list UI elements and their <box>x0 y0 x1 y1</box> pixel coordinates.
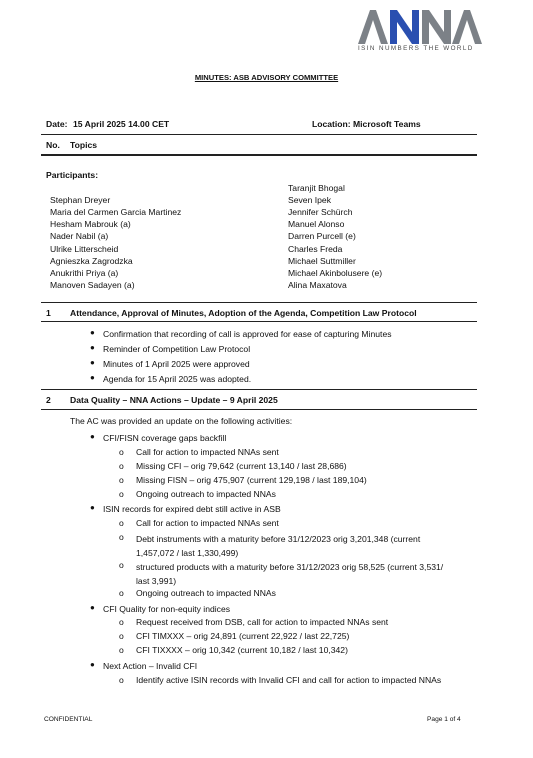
circle-bullet-icon: o <box>119 532 124 542</box>
participant-left: Nader Nabil (a) <box>50 231 109 241</box>
circle-bullet-icon: o <box>119 489 124 499</box>
sub-list-item: Call for action to impacted NNAs sent <box>136 518 279 528</box>
sub-list-item: Identify active ISIN records with Invalid CFI and call for action to impacted NNAs <box>136 675 442 685</box>
divider <box>41 134 477 135</box>
circle-bullet-icon: o <box>119 461 124 471</box>
footer-page-number: Page 1 of 4 <box>427 716 461 723</box>
bullet-icon: ● <box>90 432 95 441</box>
circle-bullet-icon: o <box>119 631 124 641</box>
divider <box>41 321 477 322</box>
circle-bullet-icon: o <box>119 475 124 485</box>
document-title: MINUTES: ASB ADVISORY COMMITTEE <box>194 73 339 82</box>
participant-right: Charles Freda <box>288 244 343 254</box>
circle-bullet-icon: o <box>119 560 124 570</box>
section-heading: Data Quality – NNA Actions – Update – 9 April 2025 <box>70 395 278 405</box>
participant-left: Stephan Dreyer <box>50 195 111 205</box>
sub-list-item: structured products with a maturity before 31/12/2023 orig 58,525 (current 3,531/ last 3,991) <box>136 562 444 586</box>
list-item: CFI Quality for non-equity indices <box>103 604 231 614</box>
participant-right: Darren Purcell (e) <box>288 231 356 241</box>
circle-bullet-icon: o <box>119 617 124 627</box>
participant-left: Anukrithi Priya (a) <box>50 268 119 278</box>
list-item: Reminder of Competition Law Protocol <box>103 344 251 354</box>
logo-tagline: ISIN NUMBERS THE WORLD <box>358 45 474 52</box>
date-value: 15 April 2025 14.00 CET <box>73 119 170 129</box>
sub-list-item: Ongoing outreach to impacted NNAs <box>136 588 276 598</box>
header-topics: Topics <box>70 140 98 150</box>
location-label: Location: <box>312 119 351 129</box>
bullet-icon: ● <box>90 660 95 669</box>
participant-right: Alina Maxatova <box>288 280 347 290</box>
footer-confidential: CONFIDENTIAL <box>44 716 93 723</box>
bullet-icon: ● <box>90 343 95 352</box>
participant-right: Jennifer Schürch <box>288 207 353 217</box>
section-number: 1 <box>46 308 51 318</box>
location-value: Microsoft Teams <box>353 119 421 129</box>
participants-label: Participants: <box>46 170 99 180</box>
bullet-icon: ● <box>90 328 95 337</box>
participant-right: Manuel Alonso <box>288 219 345 229</box>
bullet-icon: ● <box>90 358 95 367</box>
participant-left: Agnieszka Zagrodzka <box>50 256 133 266</box>
list-item: Minutes of 1 April 2025 were approved <box>103 359 250 369</box>
participant-right: Michael Suttmiller <box>288 256 356 266</box>
list-item: Agenda for 15 April 2025 was adopted. <box>103 374 252 384</box>
participant-left: Ulrike Litterscheid <box>50 244 119 254</box>
sub-list-item: Call for action to impacted NNAs sent <box>136 447 279 457</box>
section-heading: Attendance, Approval of Minutes, Adoption of the Agenda, Competition Law Protocol <box>70 308 417 318</box>
participant-right: Taranjit Bhogal <box>288 183 345 193</box>
sub-list-item: CFI TIXXXX – orig 10,342 (current 10,182 / last 10,342) <box>136 645 348 655</box>
circle-bullet-icon: o <box>119 518 124 528</box>
sub-list-item: Missing CFI – orig 79,642 (current 13,140 / last 28,686) <box>136 461 347 471</box>
list-item: ISIN records for expired debt still active in ASB <box>103 504 281 514</box>
list-item: Confirmation that recording of call is approved for ease of capturing Minutes <box>103 329 392 339</box>
section-intro: The AC was provided an update on the following activities: <box>70 416 293 426</box>
header-no: No. <box>46 140 60 150</box>
circle-bullet-icon: o <box>119 447 124 457</box>
sub-list-item: Debt instruments with a maturity before 31/12/2023 orig 3,201,348 (current 1,457,072 / last 1,330,499) <box>136 534 421 558</box>
list-item: CFI/FISN coverage gaps backfill <box>103 433 227 443</box>
circle-bullet-icon: o <box>119 675 124 685</box>
sub-list-item: Ongoing outreach to impacted NNAs <box>136 489 276 499</box>
sub-list-item: Missing FISN – orig 475,907 (current 129,198 / last 189,104) <box>136 475 367 485</box>
participant-left: Maria del Carmen Garcia Martinez <box>50 207 182 217</box>
sub-list-item: Request received from DSB, call for action to impacted NNAs sent <box>136 617 389 627</box>
divider <box>41 389 477 390</box>
participant-left: Manoven Sadayen (a) <box>50 280 135 290</box>
circle-bullet-icon: o <box>119 588 124 598</box>
participant-right: Seven Ipek <box>288 195 331 205</box>
circle-bullet-icon: o <box>119 645 124 655</box>
section-number: 2 <box>46 395 51 405</box>
divider <box>41 409 477 410</box>
sub-list-item: CFI TIMXXX – orig 24,891 (current 22,922 / last 22,725) <box>136 631 350 641</box>
participant-right: Michael Akinbolusere (e) <box>288 268 383 278</box>
list-item: Next Action – Invalid CFI <box>103 661 198 671</box>
participant-left: Hesham Mabrouk (a) <box>50 219 131 229</box>
divider <box>41 302 477 303</box>
divider <box>41 154 477 156</box>
bullet-icon: ● <box>90 503 95 512</box>
bullet-icon: ● <box>90 603 95 612</box>
bullet-icon: ● <box>90 373 95 382</box>
date-label: Date: <box>46 119 68 129</box>
